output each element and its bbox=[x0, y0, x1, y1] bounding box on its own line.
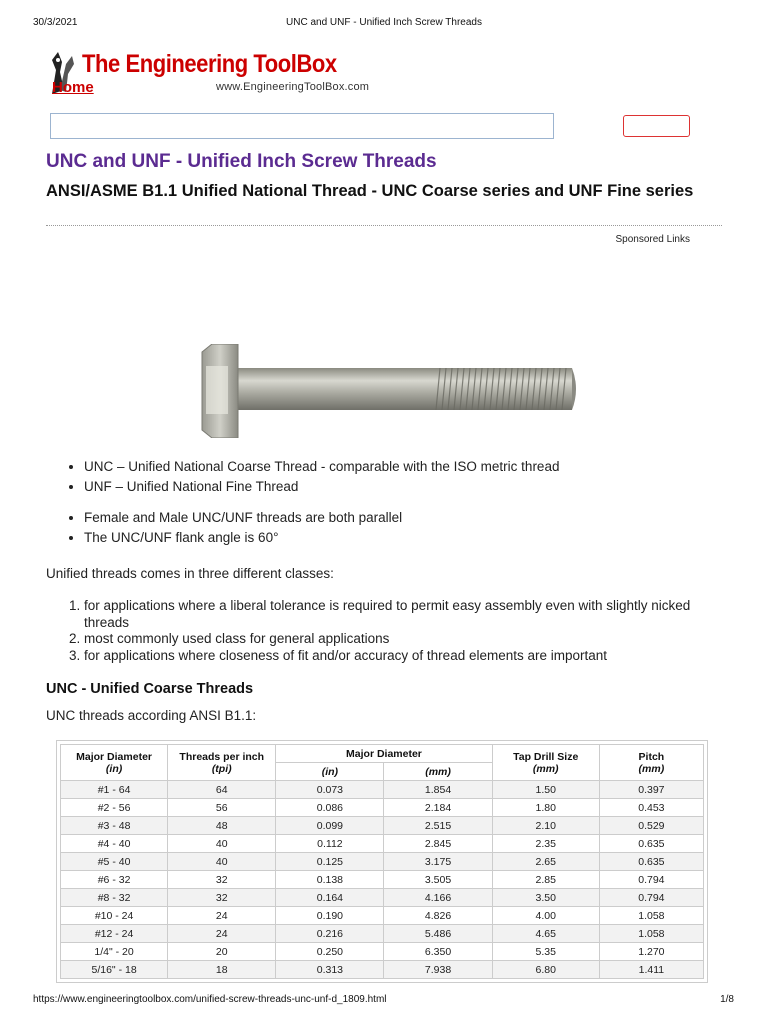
table-cell: 4.166 bbox=[384, 889, 492, 907]
table-cell: 1.058 bbox=[599, 907, 703, 925]
table-row bbox=[61, 889, 704, 907]
table-cell: #6 - 32 bbox=[61, 871, 168, 889]
table-row bbox=[61, 961, 704, 979]
table-cell: 40 bbox=[168, 835, 276, 853]
table-cell: 5.35 bbox=[492, 943, 599, 961]
table-cell: 2.515 bbox=[384, 817, 492, 835]
table-cell: 0.635 bbox=[599, 835, 703, 853]
thread-types-list bbox=[84, 457, 559, 497]
table-cell: 0.099 bbox=[276, 817, 384, 835]
table-cell: 24 bbox=[168, 907, 276, 925]
table-cell: 56 bbox=[168, 799, 276, 817]
table-cell: 1.80 bbox=[492, 799, 599, 817]
table-cell: 2.35 bbox=[492, 835, 599, 853]
table-cell: 1.854 bbox=[384, 781, 492, 799]
table-cell: 4.00 bbox=[492, 907, 599, 925]
table-row bbox=[61, 871, 704, 889]
table-cell: 0.794 bbox=[599, 871, 703, 889]
search-button[interactable] bbox=[623, 115, 690, 137]
table-row bbox=[61, 781, 704, 799]
table-row bbox=[61, 799, 704, 817]
print-date: 30/3/2021 bbox=[33, 17, 78, 28]
table-cell: 20 bbox=[168, 943, 276, 961]
table-cell: 6.80 bbox=[492, 961, 599, 979]
table-cell: 0.250 bbox=[276, 943, 384, 961]
table-cell: 40 bbox=[168, 853, 276, 871]
table-cell: 2.845 bbox=[384, 835, 492, 853]
thread-properties-list bbox=[84, 508, 402, 548]
table-cell: 0.216 bbox=[276, 925, 384, 943]
table-cell: #1 - 64 bbox=[61, 781, 168, 799]
table-cell: #2 - 56 bbox=[61, 799, 168, 817]
table-row bbox=[61, 853, 704, 871]
list-item: 1. for applications where a liberal tolerance is required to permit easy assembly even with slightly nicked threads bbox=[84, 598, 724, 631]
list-item: 3. for applications where closeness of fit and/or accuracy of thread elements are important bbox=[84, 648, 724, 665]
logo-text: The Engineering ToolBox bbox=[82, 50, 337, 78]
table-cell: 0.073 bbox=[276, 781, 384, 799]
table-cell: 18 bbox=[168, 961, 276, 979]
divider bbox=[46, 225, 722, 226]
section-intro: UNC threads according ANSI B1.1: bbox=[46, 708, 257, 723]
print-title: UNC and UNF - Unified Inch Screw Threads bbox=[286, 17, 482, 28]
table-cell: 0.794 bbox=[599, 889, 703, 907]
table-cell: 5.486 bbox=[384, 925, 492, 943]
list-item: 2. most commonly used class for general applications bbox=[84, 631, 724, 648]
col-major-diameter: Major Diameter (in) bbox=[61, 745, 168, 781]
table-cell: 4.826 bbox=[384, 907, 492, 925]
unc-thread-table bbox=[56, 740, 708, 983]
table-cell: 6.350 bbox=[384, 943, 492, 961]
table-cell: 0.138 bbox=[276, 871, 384, 889]
table-cell: 0.453 bbox=[599, 799, 703, 817]
table-row bbox=[61, 943, 704, 961]
col-tap-drill-size: Tap Drill Size (mm) bbox=[492, 745, 599, 781]
home-link[interactable]: Home bbox=[52, 79, 94, 96]
table-cell: 4.65 bbox=[492, 925, 599, 943]
table-cell: 2.65 bbox=[492, 853, 599, 871]
hex-bolt-image bbox=[198, 344, 580, 438]
table-cell: 1/4" - 20 bbox=[61, 943, 168, 961]
table-cell: #4 - 40 bbox=[61, 835, 168, 853]
section-title: UNC - Unified Coarse Threads bbox=[46, 681, 254, 697]
table-cell: 0.313 bbox=[276, 961, 384, 979]
table-cell: 1.50 bbox=[492, 781, 599, 799]
col-major-diameter-group: Major Diameter bbox=[276, 745, 492, 763]
table-cell: 1.411 bbox=[599, 961, 703, 979]
table-cell: 0.164 bbox=[276, 889, 384, 907]
table-cell: 2.10 bbox=[492, 817, 599, 835]
table-row bbox=[61, 835, 704, 853]
table-cell: 0.529 bbox=[599, 817, 703, 835]
table-cell: 5/16" - 18 bbox=[61, 961, 168, 979]
list-item: • Female and Male UNC/UNF threads are both parallel bbox=[84, 508, 402, 528]
table-cell: 7.938 bbox=[384, 961, 492, 979]
table-cell: 3.505 bbox=[384, 871, 492, 889]
table-row bbox=[61, 907, 704, 925]
table-cell: 48 bbox=[168, 817, 276, 835]
table-cell: 0.112 bbox=[276, 835, 384, 853]
table-cell: 1.270 bbox=[599, 943, 703, 961]
table-cell: 64 bbox=[168, 781, 276, 799]
table-cell: 1.058 bbox=[599, 925, 703, 943]
table-cell: 0.397 bbox=[599, 781, 703, 799]
site-url: www.EngineeringToolBox.com bbox=[216, 81, 370, 93]
table-cell: 3.50 bbox=[492, 889, 599, 907]
site-logo[interactable] bbox=[46, 46, 396, 98]
classes-intro: Unified threads comes in three different classes: bbox=[46, 566, 334, 581]
thread-classes-list bbox=[84, 598, 724, 664]
table-row bbox=[61, 925, 704, 943]
table-cell: #12 - 24 bbox=[61, 925, 168, 943]
col-major-mm: (mm) bbox=[384, 763, 492, 781]
search-input[interactable] bbox=[50, 113, 554, 139]
col-major-in: (in) bbox=[276, 763, 384, 781]
page-subtitle: ANSI/ASME B1.1 Unified National Thread - UNC Coarse series and UNF Fine series bbox=[46, 182, 694, 200]
table-cell: #5 - 40 bbox=[61, 853, 168, 871]
table-cell: 2.184 bbox=[384, 799, 492, 817]
list-item: • UNF – Unified National Fine Thread bbox=[84, 477, 559, 497]
print-url: https://www.engineeringtoolbox.com/unified-screw-threads-unc-unf-d_1809.html bbox=[33, 994, 387, 1005]
table-cell: 0.125 bbox=[276, 853, 384, 871]
list-item: • The UNC/UNF flank angle is 60° bbox=[84, 528, 402, 548]
table-cell: 0.086 bbox=[276, 799, 384, 817]
page-title: UNC and UNF - Unified Inch Screw Threads bbox=[46, 151, 437, 172]
col-threads-per-inch: Threads per inch (tpi) bbox=[168, 745, 276, 781]
table-row bbox=[61, 817, 704, 835]
table-cell: 3.175 bbox=[384, 853, 492, 871]
table-cell: 0.635 bbox=[599, 853, 703, 871]
table-cell: #3 - 48 bbox=[61, 817, 168, 835]
print-page-number: 1/8 bbox=[720, 994, 734, 1005]
col-pitch: Pitch (mm) bbox=[599, 745, 703, 781]
table-cell: 0.190 bbox=[276, 907, 384, 925]
table-cell: 32 bbox=[168, 871, 276, 889]
table-cell: #8 - 32 bbox=[61, 889, 168, 907]
list-item: • UNC – Unified National Coarse Thread - comparable with the ISO metric thread bbox=[84, 457, 559, 477]
table-cell: 32 bbox=[168, 889, 276, 907]
table-cell: #10 - 24 bbox=[61, 907, 168, 925]
table-cell: 2.85 bbox=[492, 871, 599, 889]
table-cell: 24 bbox=[168, 925, 276, 943]
sponsored-links-label: Sponsored Links bbox=[615, 234, 690, 245]
